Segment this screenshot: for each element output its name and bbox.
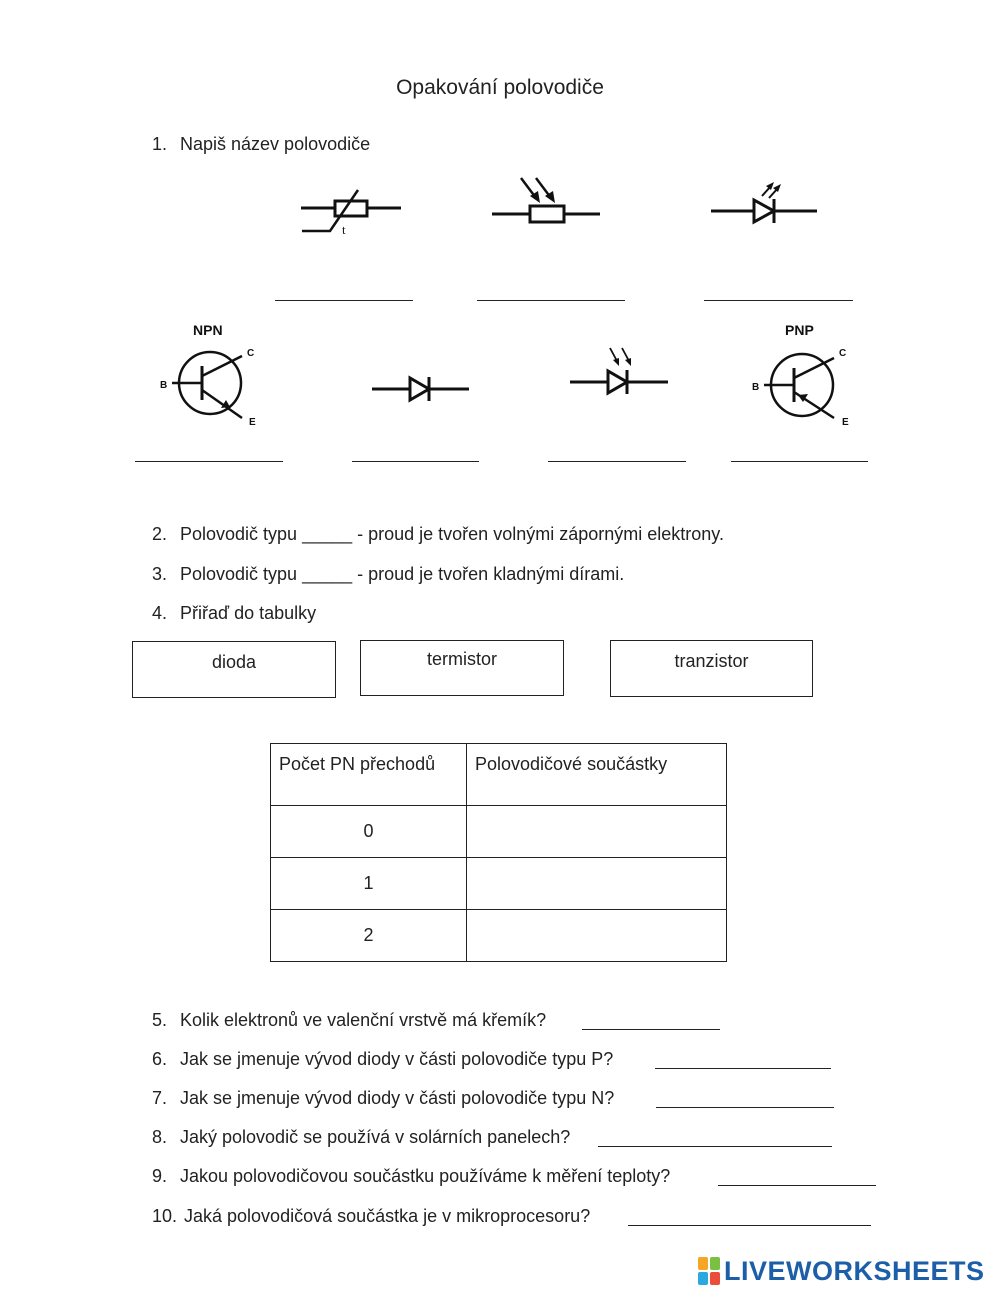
table-header: Polovodičové součástky (467, 744, 727, 806)
answer-blank[interactable] (135, 461, 283, 462)
question-text: Jak se jmenuje vývod diody v části polovodiče typu P? (180, 1049, 614, 1069)
answer-blank[interactable] (352, 461, 479, 462)
logo-text: LIVEWORKSHEETS (724, 1255, 985, 1286)
pin-b-label: B (752, 382, 760, 393)
question-number: 8. (152, 1127, 168, 1147)
pnp-label: PNP (785, 322, 814, 338)
table-drop-cell[interactable] (467, 806, 727, 858)
question-text: Jakou polovodičovou součástku používáme k měření teploty? (180, 1166, 671, 1186)
question-number: 5. (152, 1010, 168, 1030)
table-header-row (271, 744, 727, 806)
question-number: 3. (152, 564, 168, 584)
drag-item-termistor[interactable]: termistor (360, 640, 564, 696)
question-3 (152, 564, 624, 585)
question-number: 9. (152, 1166, 168, 1186)
question-2 (152, 524, 724, 545)
table-row (271, 910, 727, 962)
pin-e-label: E (842, 417, 849, 428)
npn-transistor-symbol (148, 318, 268, 430)
question-text: Jak se jmenuje vývod diody v části polovodiče typu N? (180, 1088, 615, 1108)
diode-symbol (370, 372, 472, 406)
question-text: Polovodič typu _____ - proud je tvořen kladnými dírami. (180, 564, 625, 584)
answer-blank[interactable] (731, 461, 868, 462)
liveworksheets-logo (698, 1256, 985, 1286)
question-text: Kolik elektronů ve valenční vrstvě má křemík? (180, 1010, 547, 1030)
answer-blank[interactable] (628, 1225, 871, 1226)
answer-blank[interactable] (598, 1146, 832, 1147)
table-cell-count: 0 (271, 806, 467, 858)
table-cell-count: 2 (271, 910, 467, 962)
question-7 (152, 1088, 614, 1109)
table-header: Počet PN přechodů (271, 744, 467, 806)
question-text: Polovodič typu _____ - proud je tvořen volnými zápornými elektrony. (180, 524, 724, 544)
pin-e-label: E (249, 417, 256, 428)
logo-block (710, 1257, 720, 1270)
table-row (271, 858, 727, 910)
logo-block (698, 1272, 708, 1285)
question-4 (152, 603, 316, 624)
question-number: 2. (152, 524, 168, 544)
question-10 (152, 1206, 590, 1227)
question-number: 7. (152, 1088, 168, 1108)
answer-blank[interactable] (582, 1029, 720, 1030)
question-9 (152, 1166, 670, 1187)
logo-blocks-icon (698, 1257, 720, 1285)
answer-blank[interactable] (704, 300, 853, 301)
answer-blank[interactable] (655, 1068, 831, 1069)
table-drop-cell[interactable] (467, 858, 727, 910)
drag-item-dioda[interactable]: dioda (132, 641, 336, 698)
pn-junction-table (270, 743, 727, 962)
table-cell-count: 1 (271, 858, 467, 910)
logo-block (710, 1272, 720, 1285)
led-symbol (708, 180, 820, 242)
question-text: Přiřaď do tabulky (180, 603, 317, 623)
question-8 (152, 1127, 570, 1148)
pin-c-label: C (839, 348, 847, 359)
question-1 (152, 134, 370, 155)
thermistor-symbol (298, 186, 404, 242)
answer-blank[interactable] (656, 1107, 834, 1108)
photoresistor-symbol (490, 176, 604, 240)
pin-b-label: B (160, 380, 168, 391)
answer-blank[interactable] (477, 300, 625, 301)
question-number: 10. (152, 1206, 178, 1226)
thermistor-t-label: t (342, 222, 346, 237)
question-text: Jaký polovodič se používá v solárních panelech? (180, 1127, 571, 1147)
question-number: 6. (152, 1049, 168, 1069)
question-text: Napiš název polovodiče (180, 134, 371, 154)
logo-block (698, 1257, 708, 1270)
question-number: 1. (152, 134, 168, 154)
table-row (271, 806, 727, 858)
photodiode-symbol (568, 344, 672, 408)
drag-item-tranzistor[interactable]: tranzistor (610, 640, 813, 697)
question-6 (152, 1049, 613, 1070)
pnp-transistor-symbol (748, 318, 868, 430)
pin-c-label: C (247, 348, 255, 359)
answer-blank[interactable] (275, 300, 413, 301)
answer-blank[interactable] (718, 1185, 876, 1186)
question-text: Jaká polovodičová součástka je v mikroprocesoru? (184, 1206, 591, 1226)
npn-label: NPN (193, 322, 223, 338)
table-drop-cell[interactable] (467, 910, 727, 962)
question-number: 4. (152, 603, 168, 623)
answer-blank[interactable] (548, 461, 686, 462)
question-5 (152, 1010, 546, 1031)
page-title: Opakování polovodiče (396, 76, 604, 99)
